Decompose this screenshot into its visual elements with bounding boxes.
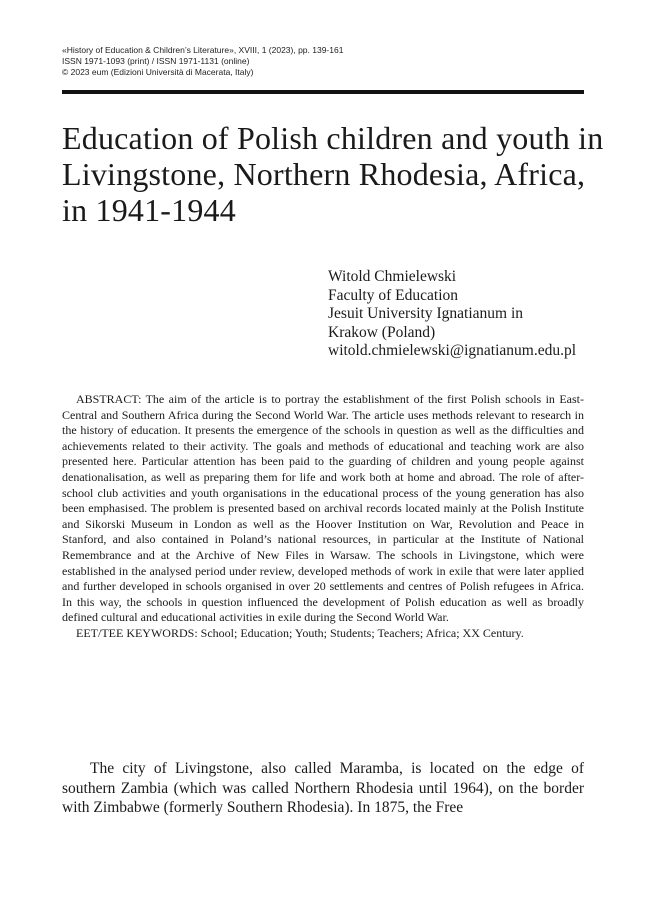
- article-title-line-1: Education of Polish children and youth in: [62, 120, 604, 156]
- keywords-text: EET/TEE KEYWORDS: School; Education; Youth; Students; Teachers; Africa; XX Century.: [76, 625, 524, 640]
- article-title: [62, 120, 602, 228]
- journal-copyright: © 2023 eum (Edizioni Università di Macerata, Italy): [62, 67, 254, 77]
- author-email: witold.chmielewski@ignatianum.edu.pl: [328, 342, 577, 359]
- article-title-line-3: in 1941-1944: [62, 192, 236, 228]
- journal-header: [62, 45, 582, 78]
- author-city: Krakow (Poland): [328, 323, 436, 341]
- author-department: Faculty of Education: [328, 286, 458, 304]
- body-paragraph: The city of Livingstone, also called Maramba, is located on the edge of southern Zambia (which was called Northern Rhodesia until 1964), on the border with Zimbabwe (formerly Southern Rhodesia). In 1875, the Free: [62, 760, 584, 816]
- author-university: Jesuit University Ignatianum in: [328, 305, 524, 322]
- abstract-section: [62, 392, 584, 642]
- article-title-line-2: Livingstone, Northern Rhodesia, Africa,: [62, 156, 586, 192]
- author-name: Witold Chmielewski: [328, 268, 457, 285]
- author-block: [328, 268, 576, 361]
- header-divider: [62, 90, 584, 94]
- abstract-text: ABSTRACT: The aim of the article is to portray the establishment of the first Polish schools in East-Central and Southern Africa during the Second World War. The article uses methods relevant to research in the history of education. It presents the emergence of the schools in question as well as the difficulties and achievements related to their activity. The goals and methods of educational and teaching work are also presented here. Particular attention has been paid to the guarding of children and young people against denationalisation, as well as preparing them for life and work both at home and abroad. The role of after-school club activities and youth organisations in the educational process of the young generation has also been emphasised. The problem is presented based on archival records located mainly at the Polish Institute and Sikorski Museum in London as well as the Hoover Institution on War, Revolution and Peace in Stanford, and also contained in Poland’s national resources, in particular at the Institute of National Remembrance and at the Archive of New Files in Warsaw. The schools in Livingstone, which were established in the analysed period under review, developed methods of work in exile that were later applied and further developed in schools organised in over 20 settlements and centres of Polish refugees in Africa. In this way, the schools in question influenced the development of Polish education as well as broadly defined cultural and educational activities in exile during the Second World War.: [62, 392, 584, 625]
- body-text: [62, 759, 584, 818]
- journal-citation: «History of Education & Children’s Literature», XVIII, 1 (2023), pp. 139-161: [62, 45, 344, 55]
- journal-issn: ISSN 1971-1093 (print) / ISSN 1971-1131 (online): [62, 56, 250, 66]
